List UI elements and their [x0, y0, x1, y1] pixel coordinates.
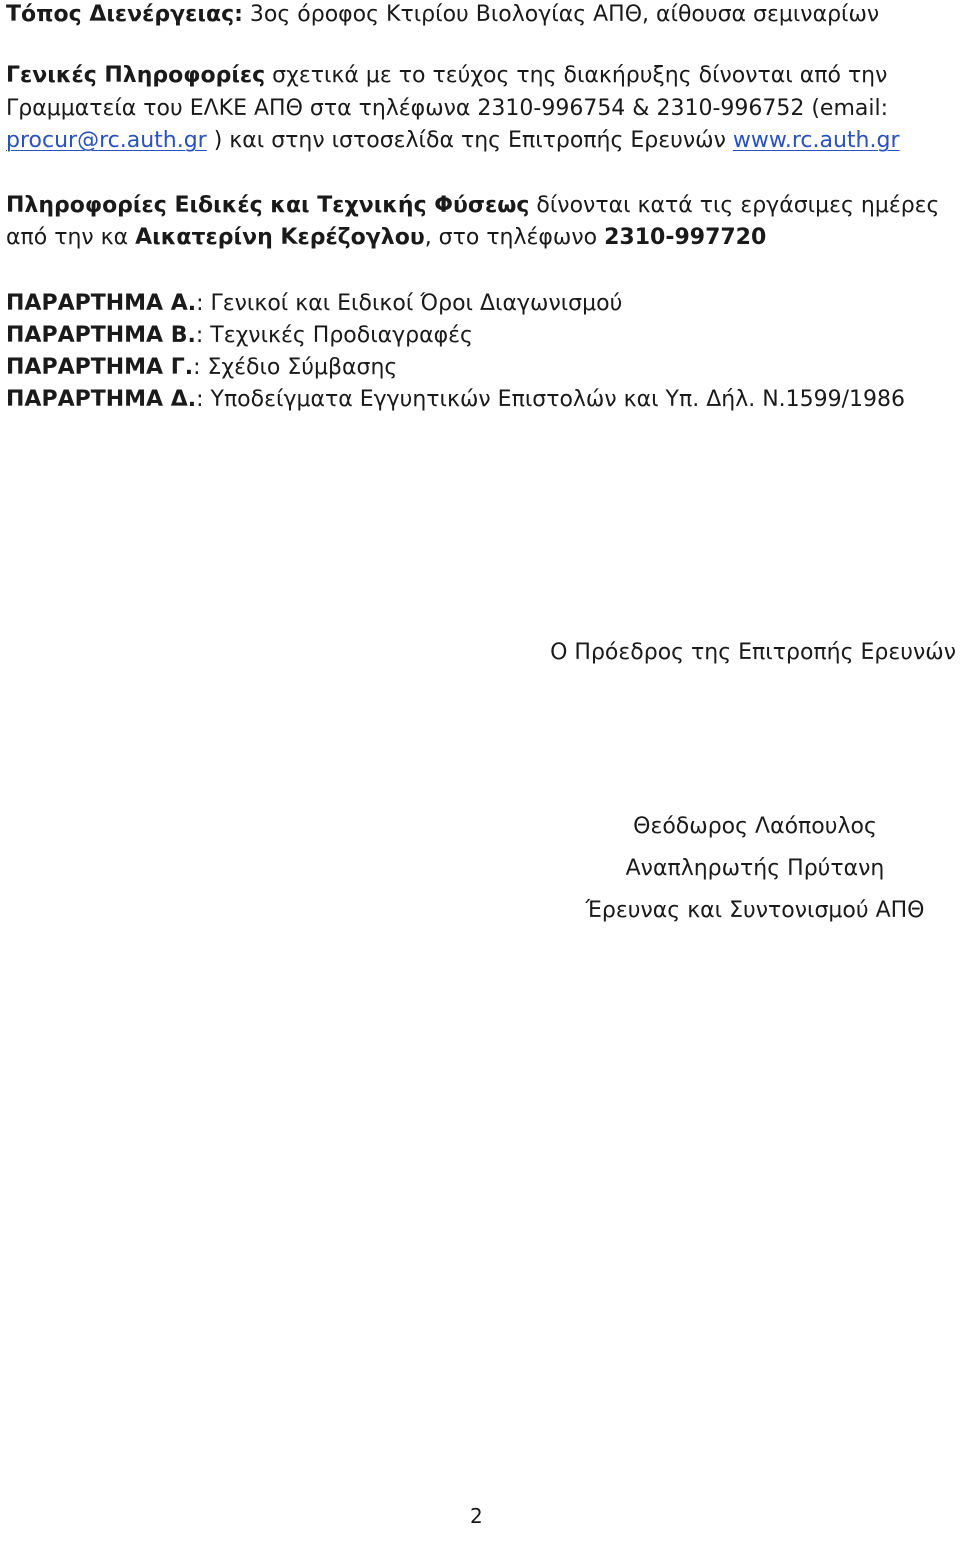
technical-info-prefix: από την κα — [6, 225, 136, 250]
annex-b — [6, 321, 473, 351]
email-link[interactable]: procur@rc.auth.gr — [6, 128, 207, 153]
general-info-label: Γενικές Πληροφορίες — [6, 63, 266, 88]
page-number: 2 — [470, 1504, 483, 1528]
annex-d-label: ΠΑΡΑΡΤΗΜΑ Δ. — [6, 387, 197, 412]
signatory-title-1: Αναπληρωτής Πρύτανη — [625, 856, 885, 881]
general-info-line-1 — [6, 61, 887, 91]
signatory-name: Θεόδωρος Λαόπουλος — [633, 814, 877, 839]
technical-info-line-1 — [6, 191, 939, 221]
annex-a — [6, 289, 622, 319]
closing-role: Ο Πρόεδρος της Επιτροπής Ερευνών — [550, 640, 956, 665]
annex-a-label: ΠΑΡΑΡΤΗΜΑ Α. — [6, 291, 197, 316]
annex-d-text: : Υποδείγματα Εγγυητικών Επιστολών και Υπ. Δήλ. Ν.1599/1986 — [196, 387, 906, 412]
annex-c-label: ΠΑΡΑΡΤΗΜΑ Γ. — [6, 355, 194, 380]
annex-b-text: : Τεχνικές Προδιαγραφές — [195, 323, 473, 348]
general-info-line-3 — [6, 126, 900, 156]
technical-info-line-2 — [6, 223, 766, 253]
contact-name: Αικατερίνη Κερέζογλου — [135, 225, 425, 250]
website-link[interactable]: www.rc.auth.gr — [732, 128, 900, 153]
technical-info-mid: , στο τηλέφωνο — [424, 225, 605, 250]
annex-b-label: ΠΑΡΑΡΤΗΜΑ Β. — [6, 323, 196, 348]
general-info-text-1: σχετικά με το τεύχος της διακήρυξης δίνονται από την — [265, 63, 888, 88]
contact-phone: 2310-997720 — [604, 225, 767, 250]
signatory-title-2: Έρευνας και Συντονισμού ΑΠΘ — [585, 898, 925, 923]
technical-info-text-1: δίνονται κατά τις εργάσιμες ημέρες — [529, 193, 940, 218]
general-info-text-3: ) και στην ιστοσελίδα της Επιτροπής Ερευνών — [206, 128, 733, 153]
technical-info-label: Πληροφορίες Ειδικές και Τεχνικής Φύσεως — [6, 193, 530, 218]
place-line — [6, 0, 879, 30]
annex-c — [6, 353, 397, 383]
annex-a-text: : Γενικοί και Ειδικοί Όροι Διαγωνισμού — [196, 291, 623, 316]
place-text: 3ος όροφος Κτιρίου Βιολογίας ΑΠΘ, αίθουσα σεμιναρίων — [242, 2, 880, 27]
annex-d — [6, 385, 905, 415]
annex-c-text: : Σχέδιο Σύμβασης — [193, 355, 398, 380]
place-label: Τόπος Διενέργειας: — [6, 2, 243, 27]
general-info-line-2: Γραμματεία του ΕΛΚΕ ΑΠΘ στα τηλέφωνα 2310-996754 & 2310-996752 (email: — [6, 96, 889, 121]
